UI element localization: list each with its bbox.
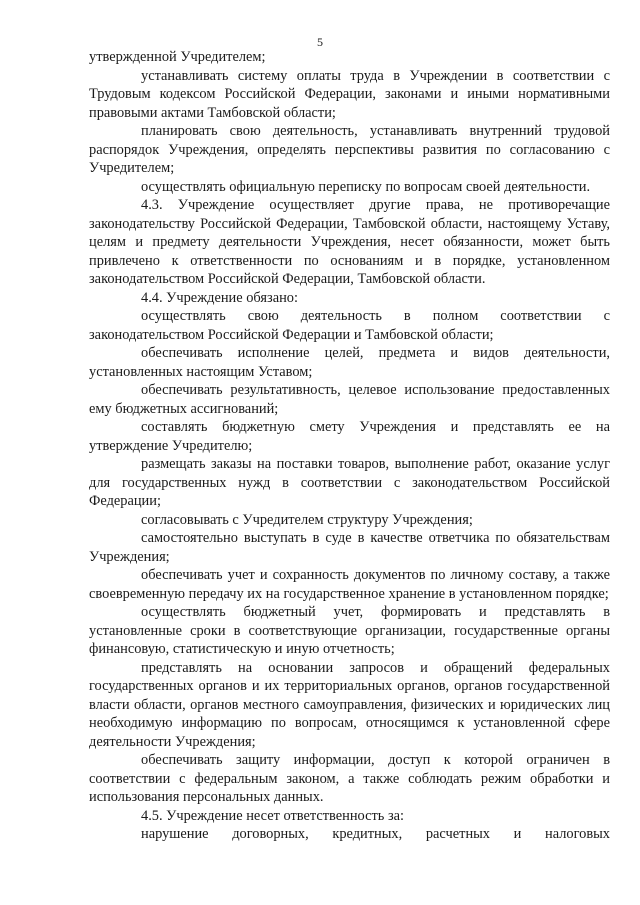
paragraph: согласовывать с Учредителем структуру Учреждения;: [141, 511, 473, 528]
document-body: [89, 48, 610, 844]
paragraph: 4.3. Учреждение осуществляет другие права, не противоречащие законодательству Российской Федерации, Тамбовской области, настоящему Уставу, целям и предмету деятельности Учреждения, несет обязанности, может быть привлечено к ответственности по основаниям и в порядке, установленном законодательством Российской Федерации, Тамбовской области.: [89, 197, 610, 287]
paragraph: 4.4. Учреждение обязано:: [141, 289, 298, 306]
paragraph: обеспечивать защиту информации, доступ к которой ограничен в соответствии с федеральным законом, а также соблюдать режим обработки и использования персональных данных.: [89, 752, 610, 805]
paragraph: обеспечивать результативность, целевое использование предоставленных ему бюджетных ассигнований;: [89, 382, 610, 417]
page-number: 5: [317, 35, 323, 49]
paragraph: утвержденной Учредителем;: [89, 49, 266, 65]
paragraph: самостоятельно выступать в суде в качестве ответчика по обязательствам Учреждения;: [89, 530, 610, 565]
paragraph: 4.5. Учреждение несет ответственность за:: [141, 807, 405, 824]
paragraph: обеспечивать учет и сохранность документов по личному составу, а также своевременную передачу их на государственное хранение в установленном порядке;: [89, 567, 610, 602]
paragraph: нарушение договорных, кредитных, расчетных и налоговых: [141, 826, 610, 842]
paragraph: представлять на основании запросов и обращений федеральных государственных органов и их территориальных органов, органов государственной власти области, органов местного самоуправления, физических и юридических лиц необходимую информацию по вопросам, относящимся к установленной сфере деятельности Учреждения;: [89, 659, 610, 750]
paragraph: осуществлять официальную переписку по вопросам своей деятельности.: [141, 178, 591, 195]
paragraph: составлять бюджетную смету Учреждения и представлять ее на утверждение Учредителю;: [89, 419, 610, 454]
paragraph: устанавливать систему оплаты труда в Учреждении в соответствии с Трудовым кодексом Российской Федерации, законами и иными нормативными правовыми актами Тамбовской области;: [89, 67, 610, 121]
paragraph: размещать заказы на поставки товаров, выполнение работ, оказание услуг для государственных нужд в соответствии с законодательством Российской Федерации;: [89, 456, 610, 509]
paragraph: обеспечивать исполнение целей, предмета и видов деятельности, установленных настоящим Уставом;: [89, 345, 610, 380]
paragraph: осуществлять свою деятельность в полном соответствии с законодательством Российской Федерации и Тамбовской области;: [89, 308, 610, 343]
paragraph: планировать свою деятельность, устанавливать внутренний трудовой распорядок Учреждения, определять перспективы развития по согласованию с Учредителем;: [89, 123, 610, 176]
paragraph: осуществлять бюджетный учет, формировать и представлять в установленные сроки в соответствующие организации, государственные органы финансовую, статистическую и иную отчетность;: [89, 604, 610, 657]
